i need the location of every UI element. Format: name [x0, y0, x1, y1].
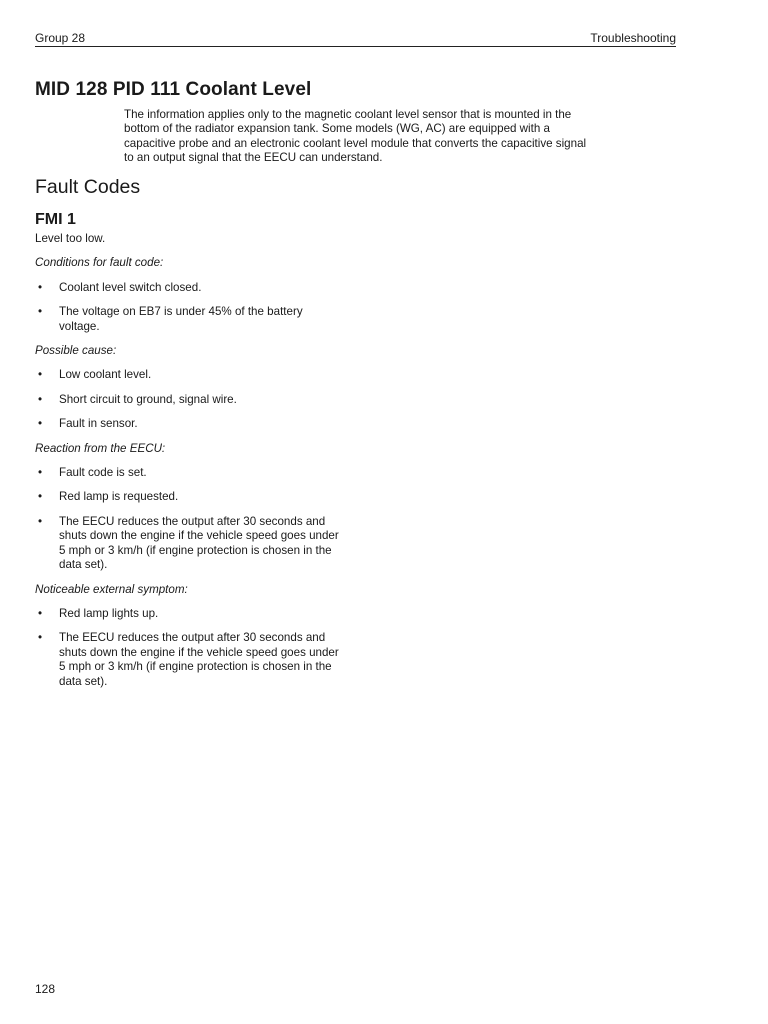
- list-item-text: Red lamp lights up.: [59, 606, 159, 620]
- symptom-label: Noticeable external symptom:: [35, 582, 188, 596]
- bullet-icon: •: [38, 280, 43, 294]
- list-item-text: Fault code is set.: [59, 466, 147, 480]
- fmi-description: Level too low.: [35, 232, 106, 245]
- list-item: [35, 515, 345, 573]
- list-item-text: Short circuit to ground, signal wire.: [59, 392, 237, 406]
- list-item-text: Red lamp is requested.: [59, 490, 179, 504]
- intro-paragraph: The information applies only to the magnetic coolant level sensor that is mounted in the bottom of the radiator expansion tank. Some models (WG, AC) are equipped with a capacitive probe and an electronic coolant level module that converts the capacitive signal to an output signal that the EECU can understand.: [124, 108, 587, 165]
- list-item: [35, 305, 345, 334]
- bullet-icon: •: [38, 368, 43, 382]
- bullet-icon: •: [38, 466, 43, 480]
- header-section-label: Troubleshooting: [590, 31, 676, 45]
- bullet-icon: •: [38, 392, 43, 406]
- list-item: [35, 607, 345, 621]
- bullet-icon: •: [38, 514, 43, 528]
- list-item: [35, 368, 345, 382]
- list-item: [35, 281, 345, 295]
- reaction-list: [35, 466, 345, 572]
- list-item-text: Fault in sensor.: [59, 417, 138, 431]
- list-item: [35, 631, 345, 689]
- symptom-list: [35, 607, 345, 689]
- list-item-text: Coolant level switch closed.: [59, 280, 202, 294]
- reaction-label: Reaction from the EECU:: [35, 441, 166, 455]
- list-item: [35, 490, 345, 504]
- section-heading-fault-codes: Fault Codes: [35, 176, 141, 198]
- list-item-text: The voltage on EB7 is under 45% of the battery voltage.: [59, 305, 303, 333]
- page-number: 128: [35, 982, 56, 996]
- bullet-icon: •: [38, 417, 43, 431]
- document-title: MID 128 PID 111 Coolant Level: [35, 79, 312, 100]
- bullet-icon: •: [38, 305, 43, 319]
- list-item: [35, 466, 345, 480]
- list-item: [35, 417, 345, 431]
- fmi-section: [35, 210, 345, 689]
- possible-cause-list: [35, 368, 345, 431]
- bullet-icon: •: [38, 606, 43, 620]
- bullet-icon: •: [38, 490, 43, 504]
- conditions-list: [35, 281, 345, 334]
- list-item-text: Low coolant level.: [59, 368, 152, 382]
- page-header: [35, 30, 676, 47]
- list-item-text: The EECU reduces the output after 30 seconds and shuts down the engine if the vehicle speed goes under 5 mph or 3 km/h (if engine protection is chosen in the data set).: [59, 514, 339, 572]
- list-item: [35, 393, 345, 407]
- fmi-heading: FMI 1: [35, 211, 76, 228]
- header-group-label: Group 28: [35, 31, 86, 45]
- bullet-icon: •: [38, 631, 43, 645]
- conditions-label: Conditions for fault code:: [35, 256, 164, 270]
- list-item-text: The EECU reduces the output after 30 seconds and shuts down the engine if the vehicle speed goes under 5 mph or 3 km/h (if engine protection is chosen in the data set).: [59, 631, 339, 688]
- possible-cause-label: Possible cause:: [35, 344, 117, 358]
